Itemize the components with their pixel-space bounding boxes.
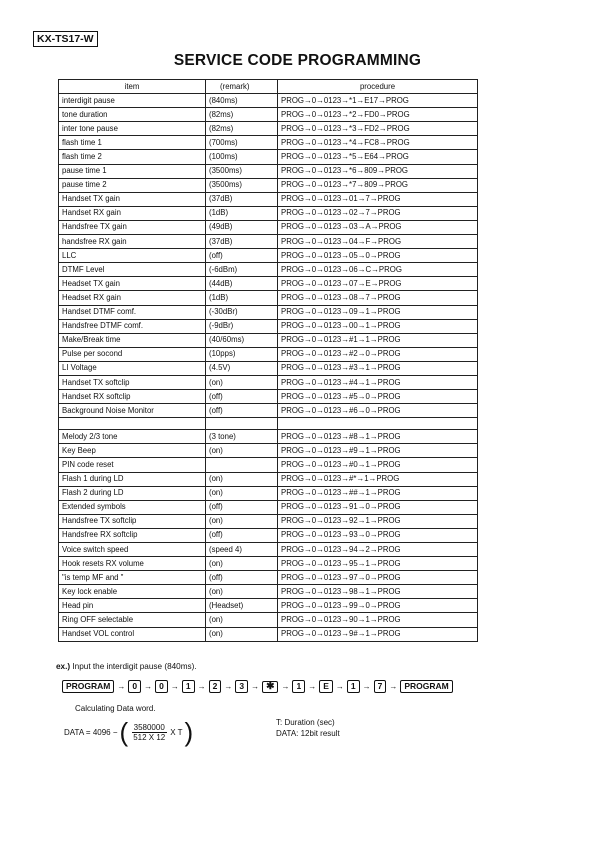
header-procedure: procedure xyxy=(278,80,478,94)
table-row xyxy=(59,305,478,319)
row-remark: (4.5V) xyxy=(206,361,278,375)
arrow-icon: → xyxy=(335,682,344,691)
fraction-denominator: 512 X 12 xyxy=(133,732,166,742)
row-procedure: PROG→0→0123→#5→0→PROG xyxy=(278,390,478,404)
row-item: Key Beep xyxy=(59,444,206,458)
table-row xyxy=(59,220,478,234)
table-row xyxy=(59,500,478,514)
row-item: Handset VOL control xyxy=(59,627,206,641)
table-header-row xyxy=(59,80,478,94)
table-row xyxy=(59,557,478,571)
arrow-icon: → xyxy=(251,682,260,691)
row-remark: (on) xyxy=(206,472,278,486)
table-row xyxy=(59,613,478,627)
program-key: PROGRAM xyxy=(400,680,452,693)
row-remark: (100ms) xyxy=(206,150,278,164)
row-procedure xyxy=(278,418,478,430)
row-procedure: PROG→0→0123→*5→E64→PROG xyxy=(278,150,478,164)
row-procedure: PROG→0→0123→98→1→PROG xyxy=(278,585,478,599)
table-row xyxy=(59,418,478,430)
table-row xyxy=(59,347,478,361)
row-item: Pulse per socond xyxy=(59,347,206,361)
star-key: ✱ xyxy=(262,681,278,693)
row-item: Key lock enable xyxy=(59,585,206,599)
row-item xyxy=(59,418,206,430)
row-procedure: PROG→0→0123→#9→1→PROG xyxy=(278,444,478,458)
row-item: tone duration xyxy=(59,108,206,122)
row-remark: (on) xyxy=(206,514,278,528)
row-item: LI Voltage xyxy=(59,361,206,375)
formula xyxy=(64,719,193,745)
table-row xyxy=(59,164,478,178)
row-remark: (off) xyxy=(206,571,278,585)
table-row xyxy=(59,333,478,347)
row-item: pause time 2 xyxy=(59,178,206,192)
row-item: Flash 1 during LD xyxy=(59,472,206,486)
row-procedure: PROG→0→0123→90→1→PROG xyxy=(278,613,478,627)
row-remark: (10pps) xyxy=(206,347,278,361)
row-remark: (on) xyxy=(206,375,278,389)
header-remark: (remark) xyxy=(206,80,278,94)
table-row xyxy=(59,444,478,458)
note-duration: T: Duration (sec) xyxy=(276,718,335,727)
row-item: PIN code reset xyxy=(59,458,206,472)
row-remark: (off) xyxy=(206,404,278,418)
row-procedure: PROG→0→0123→03→A→PROG xyxy=(278,220,478,234)
table-row xyxy=(59,94,478,108)
table-row xyxy=(59,249,478,263)
row-remark: (off) xyxy=(206,390,278,404)
row-procedure: PROG→0→0123→04→F→PROG xyxy=(278,235,478,249)
table-row xyxy=(59,390,478,404)
row-remark: (on) xyxy=(206,444,278,458)
arrow-icon: → xyxy=(170,682,179,691)
row-remark: (-9dBr) xyxy=(206,319,278,333)
row-item: Make/Break time xyxy=(59,333,206,347)
table-row xyxy=(59,514,478,528)
row-procedure: PROG→0→0123→#4→1→PROG xyxy=(278,375,478,389)
row-remark: (off) xyxy=(206,249,278,263)
row-procedure: PROG→0→0123→#3→1→PROG xyxy=(278,361,478,375)
row-remark: (49dB) xyxy=(206,220,278,234)
arrow-icon: → xyxy=(362,682,371,691)
row-remark: (44dB) xyxy=(206,277,278,291)
table-row xyxy=(59,291,478,305)
row-remark: (40/60ms) xyxy=(206,333,278,347)
row-procedure: PROG→0→0123→99→0→PROG xyxy=(278,599,478,613)
row-remark: (3 tone) xyxy=(206,430,278,444)
table-row xyxy=(59,361,478,375)
row-procedure: PROG→0→0123→94→2→PROG xyxy=(278,543,478,557)
row-remark: (-6dBm) xyxy=(206,263,278,277)
row-procedure: PROG→0→0123→09→1→PROG xyxy=(278,305,478,319)
row-procedure: PROG→0→0123→05→0→PROG xyxy=(278,249,478,263)
row-item: pause time 1 xyxy=(59,164,206,178)
table-row xyxy=(59,277,478,291)
row-item: Background Noise Monitor xyxy=(59,404,206,418)
row-item: Handset RX softclip xyxy=(59,390,206,404)
row-remark: (1dB) xyxy=(206,291,278,305)
row-remark: (-30dBr) xyxy=(206,305,278,319)
row-item: Headset TX gain xyxy=(59,277,206,291)
table-row xyxy=(59,472,478,486)
row-procedure: PROG→0→0123→*1→E17→PROG xyxy=(278,94,478,108)
row-item: Handsfree TX softclip xyxy=(59,514,206,528)
row-procedure: PROG→0→0123→#2→0→PROG xyxy=(278,347,478,361)
table-row xyxy=(59,430,478,444)
table-row xyxy=(59,136,478,150)
table-row xyxy=(59,585,478,599)
arrow-icon: → xyxy=(308,682,317,691)
table-row xyxy=(59,404,478,418)
key-0: 0 xyxy=(128,680,141,693)
key-1: 1 xyxy=(292,680,305,693)
table-row xyxy=(59,627,478,641)
row-procedure: PROG→0→0123→#0→1→PROG xyxy=(278,458,478,472)
row-procedure: PROG→0→0123→#*→1→PROG xyxy=(278,472,478,486)
row-item: Handset RX gain xyxy=(59,206,206,220)
row-remark: (off) xyxy=(206,528,278,542)
table-row xyxy=(59,206,478,220)
row-procedure: PROG→0→0123→92→1→PROG xyxy=(278,514,478,528)
row-remark: (82ms) xyxy=(206,108,278,122)
formula-lhs: DATA = 4096 − xyxy=(64,727,118,737)
row-item: Voice switch speed xyxy=(59,543,206,557)
row-procedure: PROG→0→0123→91→0→PROG xyxy=(278,500,478,514)
key-2: 2 xyxy=(209,680,222,693)
row-item: flash time 2 xyxy=(59,150,206,164)
row-item: handsfree RX gain xyxy=(59,235,206,249)
row-remark: (37dB) xyxy=(206,235,278,249)
row-item: Handset DTMF comf. xyxy=(59,305,206,319)
table-row xyxy=(59,178,478,192)
row-item: interdigit pause xyxy=(59,94,206,108)
row-procedure: PROG→0→0123→*2→FD0→PROG xyxy=(278,108,478,122)
row-remark: (off) xyxy=(206,500,278,514)
key-3: 3 xyxy=(235,680,248,693)
row-remark xyxy=(206,418,278,430)
row-remark: (on) xyxy=(206,486,278,500)
row-item: DTMF Level xyxy=(59,263,206,277)
example-text: Input the interdigit pause (840ms). xyxy=(72,662,197,671)
arrow-icon: → xyxy=(224,682,233,691)
row-remark xyxy=(206,458,278,472)
arrow-icon: → xyxy=(389,682,398,691)
row-item: Ring OFF selectable xyxy=(59,613,206,627)
table-row xyxy=(59,528,478,542)
arrow-icon: → xyxy=(117,682,126,691)
formula-times: X T xyxy=(170,727,183,737)
row-procedure: PROG→0→0123→*3→FD2→PROG xyxy=(278,122,478,136)
note-data: DATA: 12bit result xyxy=(276,729,340,738)
row-procedure: PROG→0→0123→9#→1→PROG xyxy=(278,627,478,641)
table-row xyxy=(59,319,478,333)
row-item: "is temp MF and " xyxy=(59,571,206,585)
row-procedure: PROG→0→0123→*4→FC8→PROG xyxy=(278,136,478,150)
key-7: 7 xyxy=(374,680,387,693)
row-remark: (on) xyxy=(206,585,278,599)
row-item: Headset RX gain xyxy=(59,291,206,305)
row-procedure: PROG→0→0123→01→7→PROG xyxy=(278,192,478,206)
calc-heading: Calculating Data word. xyxy=(75,704,156,713)
row-remark: (840ms) xyxy=(206,94,278,108)
header-item: item xyxy=(59,80,206,94)
arrow-icon: → xyxy=(197,682,206,691)
row-remark: (1dB) xyxy=(206,206,278,220)
row-procedure: PROG→0→0123→00→1→PROG xyxy=(278,319,478,333)
table-row xyxy=(59,599,478,613)
row-procedure: PROG→0→0123→##→1→PROG xyxy=(278,486,478,500)
row-remark: (3500ms) xyxy=(206,164,278,178)
row-procedure: PROG→0→0123→#1→1→PROG xyxy=(278,333,478,347)
table-body xyxy=(59,94,478,642)
row-remark: (on) xyxy=(206,627,278,641)
row-remark: (37dB) xyxy=(206,192,278,206)
example-label: ex.) xyxy=(56,662,71,671)
row-remark: (700ms) xyxy=(206,136,278,150)
formula-notes xyxy=(276,717,340,739)
table-row xyxy=(59,192,478,206)
arrow-icon: → xyxy=(281,682,290,691)
row-remark: (Headset) xyxy=(206,599,278,613)
row-procedure: PROG→0→0123→97→0→PROG xyxy=(278,571,478,585)
service-code-table xyxy=(58,79,478,642)
row-procedure: PROG→0→0123→#8→1→PROG xyxy=(278,430,478,444)
row-item: Handset TX gain xyxy=(59,192,206,206)
row-item: Handsfree DTMF comf. xyxy=(59,319,206,333)
row-item: flash time 1 xyxy=(59,136,206,150)
row-item: Melody 2/3 tone xyxy=(59,430,206,444)
row-remark: (on) xyxy=(206,613,278,627)
left-paren: ( xyxy=(119,717,129,747)
row-procedure: PROG→0→0123→06→C→PROG xyxy=(278,263,478,277)
table-row xyxy=(59,375,478,389)
table-row xyxy=(59,235,478,249)
row-procedure: PROG→0→0123→*6→809→PROG xyxy=(278,164,478,178)
table-row xyxy=(59,150,478,164)
row-item: inter tone pause xyxy=(59,122,206,136)
page-title: SERVICE CODE PROGRAMMING xyxy=(173,52,422,69)
row-item: Hook resets RX volume xyxy=(59,557,206,571)
table-row xyxy=(59,108,478,122)
row-procedure: PROG→0→0123→02→7→PROG xyxy=(278,206,478,220)
row-procedure: PROG→0→0123→93→0→PROG xyxy=(278,528,478,542)
key-sequence xyxy=(62,680,453,693)
key-0: 0 xyxy=(155,680,168,693)
table-row xyxy=(59,543,478,557)
table-row xyxy=(59,122,478,136)
row-item: LLC xyxy=(59,249,206,263)
row-procedure: PROG→0→0123→*7→809→PROG xyxy=(278,178,478,192)
program-key: PROGRAM xyxy=(62,680,114,693)
row-procedure: PROG→0→0123→#6→0→PROG xyxy=(278,404,478,418)
fraction xyxy=(131,723,167,742)
table-row xyxy=(59,263,478,277)
row-procedure: PROG→0→0123→07→E→PROG xyxy=(278,277,478,291)
row-procedure: PROG→0→0123→95→1→PROG xyxy=(278,557,478,571)
key-1: 1 xyxy=(182,680,195,693)
row-item: Handsfree RX softclip xyxy=(59,528,206,542)
row-remark: (speed 4) xyxy=(206,543,278,557)
row-item: Extended symbols xyxy=(59,500,206,514)
key-1: 1 xyxy=(347,680,360,693)
example-line xyxy=(56,662,197,671)
row-remark: (on) xyxy=(206,557,278,571)
right-paren: ) xyxy=(184,717,194,747)
table-row xyxy=(59,486,478,500)
fraction-numerator: 3580000 xyxy=(133,722,165,732)
row-item: Flash 2 during LD xyxy=(59,486,206,500)
table-row xyxy=(59,458,478,472)
row-procedure: PROG→0→0123→08→7→PROG xyxy=(278,291,478,305)
row-item: Handset TX softclip xyxy=(59,375,206,389)
row-remark: (82ms) xyxy=(206,122,278,136)
row-remark: (3500ms) xyxy=(206,178,278,192)
row-item: Handsfree TX gain xyxy=(59,220,206,234)
table-row xyxy=(59,571,478,585)
model-label: KX-TS17-W xyxy=(33,31,98,47)
key-e: E xyxy=(319,680,333,693)
row-item: Head pin xyxy=(59,599,206,613)
arrow-icon: → xyxy=(144,682,153,691)
